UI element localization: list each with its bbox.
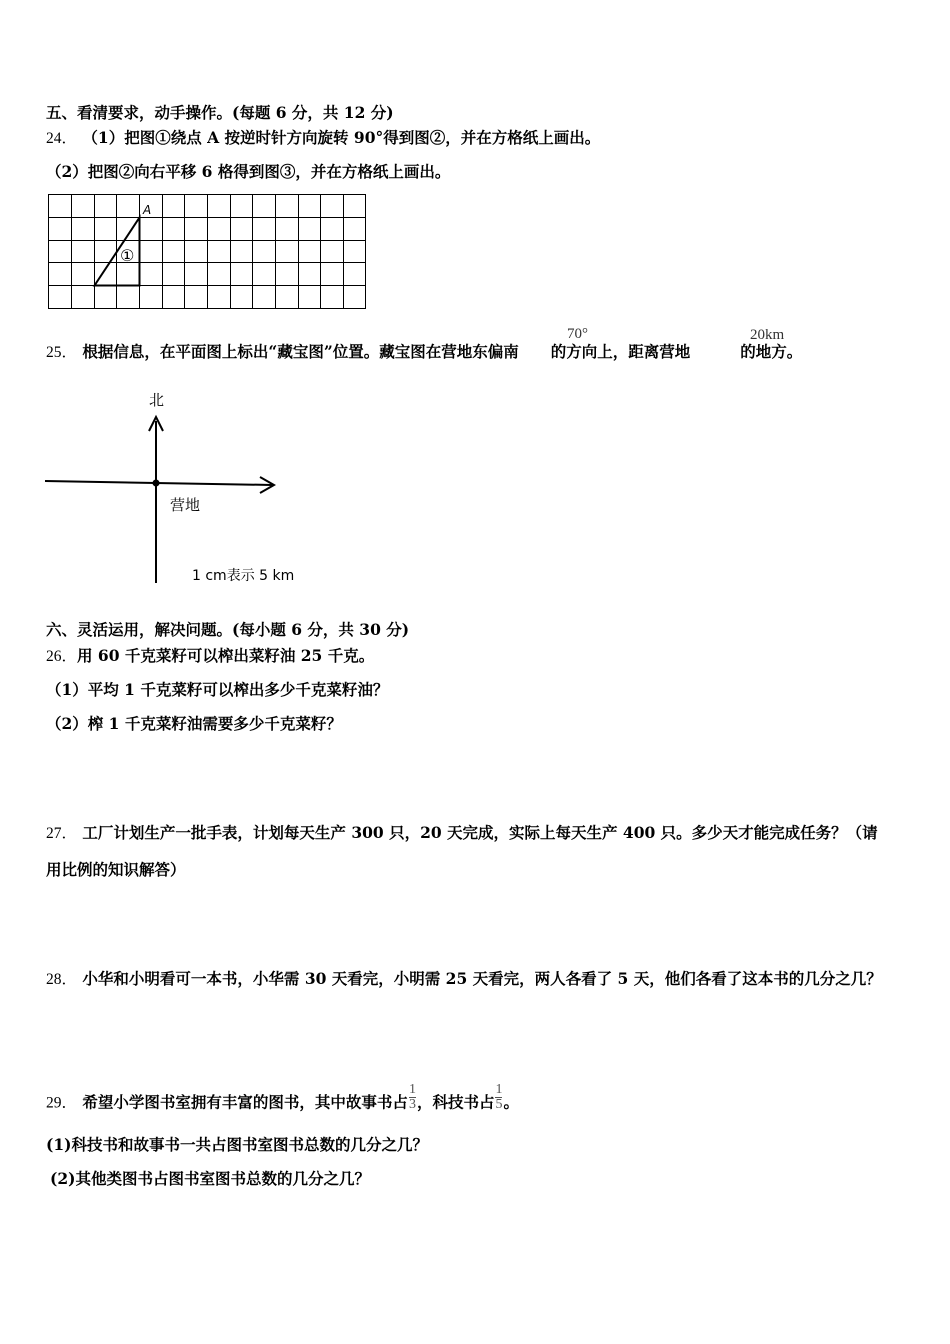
north-label: 北	[149, 391, 165, 409]
q24-part1	[46, 128, 600, 149]
q26-text-body: 用 60 千克菜籽可以榨出菜籽油 25 千克。	[77, 646, 375, 665]
q26-part1: （1）平均 1 千克菜籽可以榨出多少千克菜籽油？	[46, 680, 389, 699]
section6-heading: 六、灵活运用，解决问题。(每小题 6 分，共 30 分)	[46, 620, 410, 639]
triangle-label: ①	[120, 246, 135, 265]
q25-angle: 70°	[567, 326, 588, 342]
q29-text-middle: ，科技书占	[416, 1092, 495, 1112]
q29-text-before: 希望小学图书室拥有丰富的图书，其中故事书占	[82, 1092, 408, 1112]
camp-label: 营地	[170, 496, 201, 514]
q29-text-after: 。	[503, 1092, 519, 1112]
q25-text-middle: 的方向上，距离营地	[550, 342, 691, 361]
fraction-one-fifth: $\frac{1}{5}$	[495, 1082, 503, 1112]
camp-point	[153, 480, 160, 487]
q28-text-body: 小华和小明看可一本书，小华需 30 天看完，小明需 25 天看完，两人各看了 5 天，他们各看了这本书的几分之几？	[82, 969, 882, 988]
q26-number: 26．	[46, 648, 78, 665]
q24-number: 24．	[46, 130, 78, 147]
q25-direction-diagram	[40, 385, 300, 595]
q24-part1-text: （1）把图①绕点 A 按逆时针方向旋转 90°得到图②，并在方格纸上画出。	[82, 128, 601, 147]
q29-number: 29．	[46, 1094, 78, 1112]
q27-text-line1: 工厂计划生产一批手表，计划每天生产 300 只，20 天完成，实际上每天生产 400 只。多少天才能完成任务？（请	[82, 823, 878, 842]
q24-part2: （2）把图②向右平移 6 格得到图③，并在方格纸上画出。	[46, 162, 451, 181]
q26-text	[46, 646, 374, 667]
section5-heading: 五、看清要求，动手操作。(每题 6 分，共 12 分)	[46, 103, 394, 122]
q25-number: 25．	[46, 344, 78, 361]
q29-text	[46, 1082, 519, 1118]
q27-line2: 用比例的知识解答）	[46, 860, 186, 879]
q28-number: 28．	[46, 971, 78, 988]
q27-line1	[46, 823, 878, 844]
q29-part1: (1)科技书和故事书一共占图书室图书总数的几分之几？	[46, 1135, 428, 1154]
q25-text-before: 根据信息，在平面图上标出“藏宝图”位置。藏宝图在营地东偏南	[82, 342, 519, 361]
q26-part2: （2）榨 1 千克菜籽油需要多少千克菜籽？	[46, 714, 342, 733]
grid-lines	[48, 194, 366, 309]
q28-text	[46, 969, 882, 990]
q29-part2: (2)其他类图书占图书室图书总数的几分之几？	[50, 1169, 370, 1188]
q25-text	[46, 342, 802, 363]
q25-distance: 20km	[750, 327, 785, 343]
scale-label: 1 cm表示 5 km	[192, 568, 295, 584]
point-a-label: A	[143, 203, 152, 217]
fraction-one-third: $\frac{1}{3}$	[408, 1082, 416, 1112]
q24-grid-figure	[44, 190, 374, 310]
q25-text-after: 的地方。	[740, 342, 803, 361]
q27-number: 27．	[46, 825, 78, 842]
